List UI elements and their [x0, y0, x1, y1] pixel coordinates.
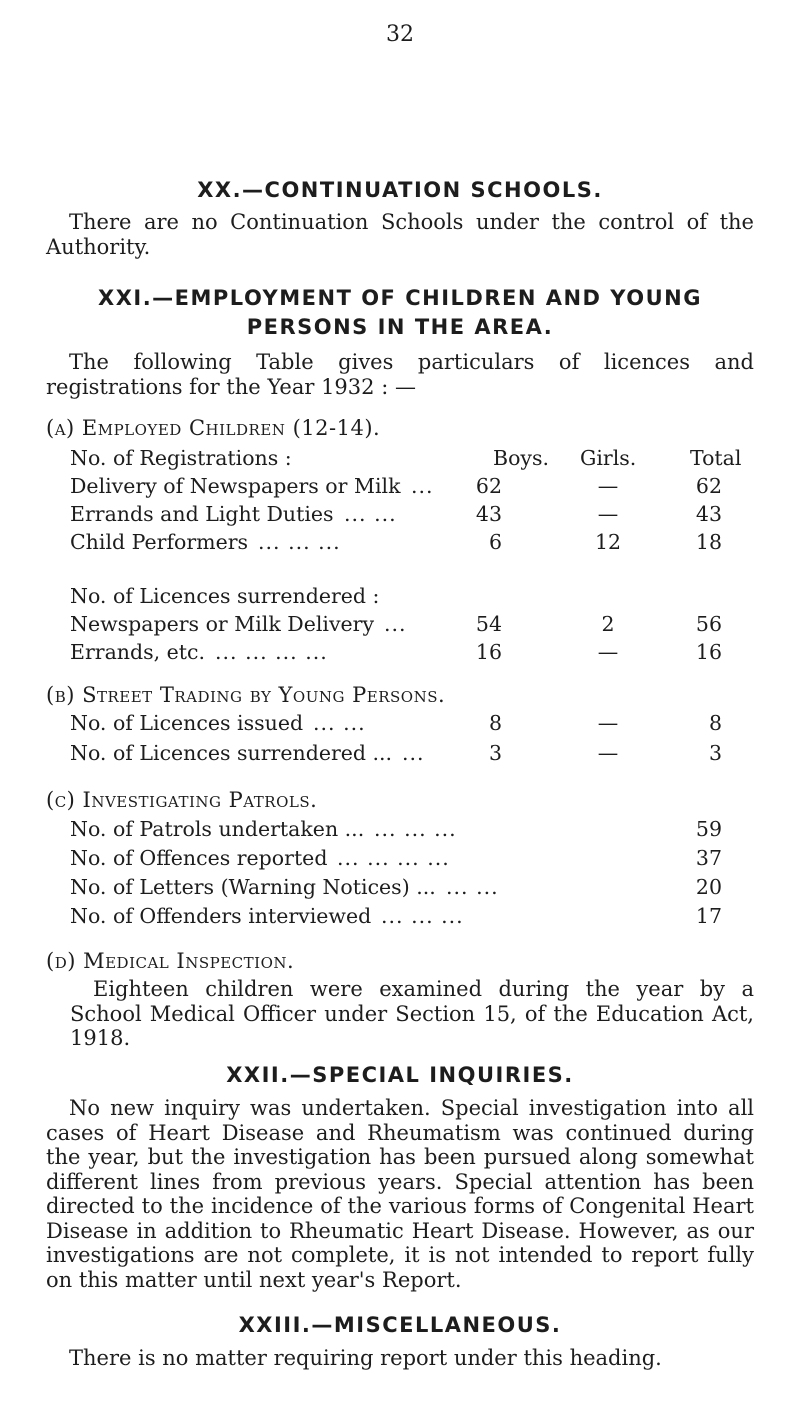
- row-leader-dots: ... ... ... ...: [337, 846, 450, 870]
- table-row: [0, 640, 800, 668]
- row-leader-dots: ... ... ...: [258, 530, 341, 554]
- girls-value: —: [597, 711, 619, 735]
- row-label: No. of Letters (Warning Notices) ...: [70, 875, 436, 899]
- boys-value: 6: [488, 530, 502, 554]
- girls-value: 2: [601, 612, 615, 636]
- section-xxi-intro: The following Table gives particulars of licences and registrations for the Year 1932 : —: [46, 350, 754, 399]
- row-label: Child Performers: [70, 530, 249, 554]
- table-row: [0, 502, 800, 530]
- boys-value: 54: [475, 612, 502, 636]
- girls-value: 12: [594, 530, 622, 554]
- girls-value: —: [597, 640, 619, 664]
- section-xx-heading: XX.—CONTINUATION SCHOOLS.: [197, 178, 603, 202]
- table-row: [0, 711, 800, 739]
- row-label: No. of Licences surrendered ...: [70, 741, 393, 765]
- row-label: No. of Offences reported: [70, 846, 328, 870]
- section-xxi-heading-line1: XXI.—EMPLOYMENT OF CHILDREN AND YOUNG: [98, 286, 702, 310]
- surrendered-label: No. of Licences surrendered :: [70, 584, 380, 608]
- subsection-b-heading: (b) Street Trading by Young Persons.: [46, 683, 446, 707]
- boys-value: 3: [488, 741, 502, 765]
- registrations-label: No. of Registrations :: [70, 446, 292, 470]
- boys-value: 16: [475, 640, 502, 664]
- boys-value: 43: [475, 502, 502, 526]
- row-label: Newspapers or Milk Delivery: [70, 612, 375, 636]
- section-xxii-text: No new inquiry was undertaken. Special investigation into all cases of Heart Disease and Rheumatism was continued during the year, but the investigation has been pursued along somewhat different lines from previous years. Special attention has been directed to the incidence of the various forms of Congenital Heart Disease in addition to Rheumatic Heart Disease. However, as our investigations are not complete, it is not intended to report fully on this matter until next year's Report.: [46, 1096, 754, 1292]
- table-row: [0, 474, 800, 502]
- page-number: 32: [386, 22, 414, 47]
- row-leader-dots: ... ...: [446, 875, 499, 899]
- section-xx-text: There are no Continuation Schools under the control of the Authority.: [46, 210, 754, 259]
- subsection-c-heading: (c) Investigating Patrols.: [46, 788, 318, 812]
- section-xxiii-text: There is no matter requiring report under this heading.: [69, 1346, 662, 1370]
- row-leader-dots: ... ...: [313, 711, 366, 735]
- subsection-d-text: Eighteen children were examined during the year by a School Medical Officer under Section 15, of the Education Act, 1918.: [70, 977, 754, 1050]
- girls-value: —: [597, 741, 619, 765]
- row-leader-dots: ... ...: [344, 502, 397, 526]
- surrendered-label-row: [0, 584, 800, 612]
- count-value: 37: [695, 846, 722, 870]
- row-leader-dots: ... ... ...: [381, 904, 464, 928]
- col-boys-header: Boys.: [493, 446, 550, 470]
- section-xxi-heading-line2: PERSONS IN THE AREA.: [246, 315, 554, 339]
- row-label: No. of Patrols undertaken ...: [70, 817, 365, 841]
- total-value: 16: [695, 640, 722, 664]
- total-value: 18: [695, 530, 722, 554]
- section-xxiii-heading: XXIII.—MISCELLANEOUS.: [238, 1313, 562, 1337]
- total-value: 56: [695, 612, 722, 636]
- total-value: 62: [695, 474, 722, 498]
- row-leader-dots: ...: [384, 612, 407, 636]
- col-girls-header: Girls.: [580, 446, 637, 470]
- row-leader-dots: ... ... ...: [374, 817, 457, 841]
- row-label: Delivery of Newspapers or Milk: [70, 474, 401, 498]
- count-value: 59: [695, 817, 722, 841]
- row-label: Errands and Light Duties: [70, 502, 334, 526]
- subsection-a-heading: (a) Employed Children (12-14).: [46, 416, 381, 440]
- boys-value: 62: [475, 474, 502, 498]
- row-leader-dots: ...: [411, 474, 434, 498]
- count-value: 20: [695, 875, 722, 899]
- row-label: No. of Offenders interviewed: [70, 904, 372, 928]
- count-value: 17: [695, 904, 722, 928]
- boys-value: 8: [488, 711, 502, 735]
- table-row: [0, 530, 800, 558]
- table-row: [0, 846, 800, 874]
- girls-value: —: [597, 502, 619, 526]
- table-row: [0, 817, 800, 845]
- row-label: No. of Licences issued: [70, 711, 304, 735]
- total-value: 3: [708, 741, 722, 765]
- subsection-d-heading: (d) Medical Inspection.: [46, 949, 295, 973]
- section-xxii-heading: XXII.—SPECIAL INQUIRIES.: [226, 1063, 574, 1087]
- table-row: [0, 875, 800, 903]
- row-label: Errands, etc.: [70, 640, 206, 664]
- row-leader-dots: ... ... ... ...: [215, 640, 328, 664]
- table-row: [0, 612, 800, 640]
- table-header-row: [0, 446, 800, 474]
- table-row: [0, 904, 800, 932]
- total-value: 43: [695, 502, 722, 526]
- total-value: 8: [708, 711, 722, 735]
- girls-value: —: [597, 474, 619, 498]
- col-total-header: Total: [690, 446, 742, 470]
- table-row: [0, 741, 800, 769]
- row-leader-dots: ...: [402, 741, 425, 765]
